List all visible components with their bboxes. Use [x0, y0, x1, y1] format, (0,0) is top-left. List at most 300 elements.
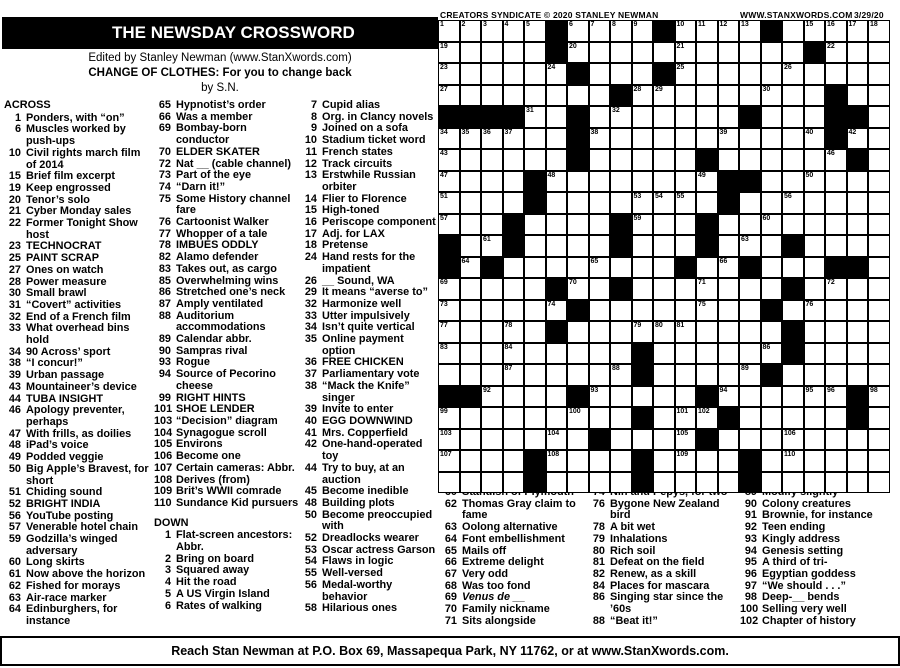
- grid-cell[interactable]: [739, 128, 761, 150]
- grid-cell[interactable]: [460, 450, 482, 472]
- grid-cell[interactable]: [524, 257, 546, 279]
- grid-cell[interactable]: [696, 20, 718, 42]
- grid-cell[interactable]: [610, 20, 632, 42]
- grid-cell[interactable]: [460, 321, 482, 343]
- grid-cell[interactable]: [481, 171, 503, 193]
- grid-cell[interactable]: [718, 149, 740, 171]
- grid-cell[interactable]: [632, 386, 654, 408]
- grid-cell[interactable]: [546, 450, 568, 472]
- grid-cell[interactable]: [696, 192, 718, 214]
- grid-cell[interactable]: [825, 343, 847, 365]
- grid-cell[interactable]: [847, 472, 869, 494]
- grid-cell[interactable]: [546, 472, 568, 494]
- grid-cell[interactable]: [653, 278, 675, 300]
- grid-cell[interactable]: [675, 343, 697, 365]
- grid-cell[interactable]: [438, 278, 460, 300]
- grid-cell[interactable]: [675, 321, 697, 343]
- grid-cell[interactable]: [804, 214, 826, 236]
- grid-cell[interactable]: [825, 386, 847, 408]
- grid-cell[interactable]: [503, 321, 525, 343]
- grid-cell[interactable]: [696, 128, 718, 150]
- grid-cell[interactable]: [718, 63, 740, 85]
- grid-cell[interactable]: [567, 85, 589, 107]
- clue-item[interactable]: [300, 229, 438, 241]
- grid-cell[interactable]: [524, 429, 546, 451]
- clue-item[interactable]: [300, 439, 438, 462]
- grid-cell[interactable]: [761, 257, 783, 279]
- grid-cell[interactable]: [739, 192, 761, 214]
- grid-cell[interactable]: [739, 429, 761, 451]
- grid-cell[interactable]: [546, 63, 568, 85]
- grid-cell[interactable]: [782, 42, 804, 64]
- grid-cell[interactable]: [546, 128, 568, 150]
- grid-cell[interactable]: [868, 214, 890, 236]
- grid-cell[interactable]: [761, 278, 783, 300]
- clue-item[interactable]: [4, 323, 150, 346]
- grid-cell[interactable]: [653, 364, 675, 386]
- grid-cell[interactable]: [718, 364, 740, 386]
- grid-cell[interactable]: [610, 128, 632, 150]
- grid-cell[interactable]: [567, 321, 589, 343]
- grid-cell[interactable]: [696, 472, 718, 494]
- grid-cell[interactable]: [524, 278, 546, 300]
- clue-item[interactable]: [300, 416, 438, 428]
- grid-cell[interactable]: [825, 450, 847, 472]
- grid-cell[interactable]: [524, 63, 546, 85]
- grid-cell[interactable]: [524, 128, 546, 150]
- grid-cell[interactable]: [481, 214, 503, 236]
- grid-cell[interactable]: [589, 171, 611, 193]
- grid-cell[interactable]: [761, 429, 783, 451]
- clue-item[interactable]: [154, 334, 300, 346]
- clue-item[interactable]: [440, 569, 588, 581]
- grid-cell[interactable]: [503, 171, 525, 193]
- grid-cell[interactable]: [739, 321, 761, 343]
- grid-cell[interactable]: [610, 407, 632, 429]
- grid-cell[interactable]: [438, 407, 460, 429]
- grid-cell[interactable]: [632, 171, 654, 193]
- grid-cell[interactable]: [675, 42, 697, 64]
- grid-cell[interactable]: [481, 192, 503, 214]
- grid-cell[interactable]: [653, 235, 675, 257]
- clue-item[interactable]: [4, 581, 150, 593]
- grid-cell[interactable]: [546, 300, 568, 322]
- grid-cell[interactable]: [825, 171, 847, 193]
- grid-cell[interactable]: [653, 171, 675, 193]
- grid-cell[interactable]: [739, 42, 761, 64]
- grid-cell[interactable]: [868, 278, 890, 300]
- grid-cell[interactable]: [718, 321, 740, 343]
- grid-cell[interactable]: [589, 472, 611, 494]
- grid-cell[interactable]: [868, 472, 890, 494]
- grid-cell[interactable]: [847, 429, 869, 451]
- grid-cell[interactable]: [847, 364, 869, 386]
- grid-cell[interactable]: [868, 321, 890, 343]
- grid-cell[interactable]: [804, 235, 826, 257]
- grid-cell[interactable]: [718, 106, 740, 128]
- grid-cell[interactable]: [675, 450, 697, 472]
- grid-cell[interactable]: [460, 192, 482, 214]
- clue-item[interactable]: [588, 569, 738, 581]
- grid-cell[interactable]: [589, 364, 611, 386]
- grid-cell[interactable]: [546, 171, 568, 193]
- grid-cell[interactable]: [524, 300, 546, 322]
- grid-cell[interactable]: [825, 192, 847, 214]
- grid-cell[interactable]: [524, 235, 546, 257]
- grid-cell[interactable]: [503, 128, 525, 150]
- grid-cell[interactable]: [546, 364, 568, 386]
- grid-cell[interactable]: [589, 343, 611, 365]
- grid-cell[interactable]: [653, 149, 675, 171]
- clue-item[interactable]: [440, 604, 588, 616]
- clue-item[interactable]: [300, 100, 438, 112]
- grid-cell[interactable]: [804, 20, 826, 42]
- grid-cell[interactable]: [567, 235, 589, 257]
- grid-cell[interactable]: [675, 171, 697, 193]
- grid-cell[interactable]: [718, 450, 740, 472]
- grid-cell[interactable]: [632, 235, 654, 257]
- grid-cell[interactable]: [868, 235, 890, 257]
- grid-cell[interactable]: [804, 278, 826, 300]
- grid-cell[interactable]: [804, 106, 826, 128]
- clue-item[interactable]: [154, 217, 300, 229]
- grid-cell[interactable]: [460, 407, 482, 429]
- grid-cell[interactable]: [524, 407, 546, 429]
- grid-cell[interactable]: [804, 192, 826, 214]
- clue-item[interactable]: [154, 589, 300, 601]
- grid-cell[interactable]: [675, 192, 697, 214]
- grid-cell[interactable]: [589, 42, 611, 64]
- grid-cell[interactable]: [632, 192, 654, 214]
- grid-cell[interactable]: [460, 278, 482, 300]
- clue-item[interactable]: [154, 299, 300, 311]
- grid-cell[interactable]: [503, 386, 525, 408]
- grid-cell[interactable]: [739, 364, 761, 386]
- grid-cell[interactable]: [632, 63, 654, 85]
- grid-cell[interactable]: [847, 192, 869, 214]
- grid-cell[interactable]: [675, 386, 697, 408]
- grid-cell[interactable]: [825, 63, 847, 85]
- grid-cell[interactable]: [718, 429, 740, 451]
- grid-cell[interactable]: [481, 149, 503, 171]
- grid-cell[interactable]: [567, 407, 589, 429]
- grid-cell[interactable]: [503, 42, 525, 64]
- grid-cell[interactable]: [675, 63, 697, 85]
- grid-cell[interactable]: [868, 85, 890, 107]
- grid-cell[interactable]: [782, 149, 804, 171]
- grid-cell[interactable]: [761, 321, 783, 343]
- clue-item[interactable]: [440, 616, 588, 628]
- grid-cell[interactable]: [868, 364, 890, 386]
- clue-item[interactable]: [300, 299, 438, 311]
- grid-cell[interactable]: [481, 300, 503, 322]
- grid-cell[interactable]: [804, 450, 826, 472]
- clue-item[interactable]: [154, 369, 300, 392]
- grid-cell[interactable]: [438, 214, 460, 236]
- grid-cell[interactable]: [438, 321, 460, 343]
- grid-cell[interactable]: [782, 300, 804, 322]
- grid-cell[interactable]: [610, 257, 632, 279]
- grid-cell[interactable]: [589, 214, 611, 236]
- grid-cell[interactable]: [739, 278, 761, 300]
- grid-cell[interactable]: [847, 128, 869, 150]
- grid-cell[interactable]: [438, 472, 460, 494]
- grid-cell[interactable]: [825, 472, 847, 494]
- grid-cell[interactable]: [503, 20, 525, 42]
- grid-cell[interactable]: [546, 106, 568, 128]
- grid-cell[interactable]: [438, 20, 460, 42]
- grid-cell[interactable]: [825, 429, 847, 451]
- grid-cell[interactable]: [675, 278, 697, 300]
- grid-cell[interactable]: [610, 429, 632, 451]
- clue-item[interactable]: [588, 499, 738, 522]
- grid-cell[interactable]: [847, 85, 869, 107]
- grid-cell[interactable]: [696, 343, 718, 365]
- clue-item[interactable]: [300, 580, 438, 603]
- grid-cell[interactable]: [653, 321, 675, 343]
- clue-item[interactable]: [300, 510, 438, 533]
- grid-cell[interactable]: [868, 300, 890, 322]
- grid-cell[interactable]: [546, 235, 568, 257]
- grid-cell[interactable]: [567, 257, 589, 279]
- grid-cell[interactable]: [782, 192, 804, 214]
- grid-cell[interactable]: [438, 149, 460, 171]
- grid-cell[interactable]: [438, 171, 460, 193]
- grid-cell[interactable]: [460, 63, 482, 85]
- grid-cell[interactable]: [589, 192, 611, 214]
- grid-cell[interactable]: [868, 386, 890, 408]
- grid-cell[interactable]: [761, 128, 783, 150]
- clue-item[interactable]: [154, 264, 300, 276]
- clue-item[interactable]: [740, 534, 900, 546]
- grid-cell[interactable]: [460, 85, 482, 107]
- clue-item[interactable]: [300, 463, 438, 486]
- clue-item[interactable]: [154, 194, 300, 217]
- grid-cell[interactable]: [438, 450, 460, 472]
- grid-cell[interactable]: [524, 364, 546, 386]
- grid-cell[interactable]: [782, 106, 804, 128]
- grid-cell[interactable]: [761, 171, 783, 193]
- grid-cell[interactable]: [761, 106, 783, 128]
- clue-item[interactable]: [440, 534, 588, 546]
- grid-cell[interactable]: [868, 450, 890, 472]
- grid-cell[interactable]: [782, 429, 804, 451]
- grid-cell[interactable]: [610, 149, 632, 171]
- grid-cell[interactable]: [481, 429, 503, 451]
- grid-cell[interactable]: [653, 214, 675, 236]
- grid-cell[interactable]: [524, 321, 546, 343]
- grid-cell[interactable]: [460, 472, 482, 494]
- grid-cell[interactable]: [782, 407, 804, 429]
- grid-cell[interactable]: [653, 429, 675, 451]
- grid-cell[interactable]: [632, 20, 654, 42]
- grid-cell[interactable]: [739, 407, 761, 429]
- grid-cell[interactable]: [460, 257, 482, 279]
- grid-cell[interactable]: [782, 63, 804, 85]
- grid-cell[interactable]: [481, 85, 503, 107]
- grid-cell[interactable]: [718, 278, 740, 300]
- grid-cell[interactable]: [589, 300, 611, 322]
- grid-cell[interactable]: [503, 257, 525, 279]
- grid-cell[interactable]: [675, 472, 697, 494]
- grid-cell[interactable]: [782, 20, 804, 42]
- grid-cell[interactable]: [804, 63, 826, 85]
- clue-item[interactable]: [300, 252, 438, 275]
- grid-cell[interactable]: [503, 450, 525, 472]
- grid-cell[interactable]: [847, 321, 869, 343]
- grid-cell[interactable]: [524, 20, 546, 42]
- clue-item[interactable]: [4, 405, 150, 428]
- grid-cell[interactable]: [438, 85, 460, 107]
- grid-cell[interactable]: [718, 235, 740, 257]
- grid-cell[interactable]: [718, 386, 740, 408]
- grid-cell[interactable]: [696, 300, 718, 322]
- grid-cell[interactable]: [696, 257, 718, 279]
- grid-cell[interactable]: [524, 42, 546, 64]
- grid-cell[interactable]: [610, 386, 632, 408]
- grid-cell[interactable]: [632, 128, 654, 150]
- clue-item[interactable]: [300, 334, 438, 357]
- grid-cell[interactable]: [546, 257, 568, 279]
- grid-cell[interactable]: [696, 364, 718, 386]
- grid-cell[interactable]: [868, 192, 890, 214]
- grid-cell[interactable]: [696, 407, 718, 429]
- grid-cell[interactable]: [481, 343, 503, 365]
- clue-item[interactable]: [4, 382, 150, 394]
- grid-cell[interactable]: [782, 450, 804, 472]
- grid-cell[interactable]: [589, 63, 611, 85]
- grid-cell[interactable]: [567, 171, 589, 193]
- grid-cell[interactable]: [524, 343, 546, 365]
- grid-cell[interactable]: [481, 42, 503, 64]
- grid-cell[interactable]: [675, 300, 697, 322]
- grid-cell[interactable]: [546, 343, 568, 365]
- grid-cell[interactable]: [653, 257, 675, 279]
- grid-cell[interactable]: [567, 20, 589, 42]
- grid-cell[interactable]: [438, 63, 460, 85]
- grid-cell[interactable]: [653, 42, 675, 64]
- grid-cell[interactable]: [804, 472, 826, 494]
- grid-cell[interactable]: [696, 85, 718, 107]
- grid-cell[interactable]: [589, 235, 611, 257]
- grid-cell[interactable]: [653, 106, 675, 128]
- grid-cell[interactable]: [460, 214, 482, 236]
- grid-cell[interactable]: [868, 63, 890, 85]
- grid-cell[interactable]: [567, 450, 589, 472]
- grid-cell[interactable]: [438, 42, 460, 64]
- grid-cell[interactable]: [460, 343, 482, 365]
- grid-cell[interactable]: [782, 171, 804, 193]
- grid-cell[interactable]: [503, 85, 525, 107]
- grid-cell[interactable]: [460, 300, 482, 322]
- grid-cell[interactable]: [460, 42, 482, 64]
- grid-cell[interactable]: [610, 192, 632, 214]
- clue-item[interactable]: [300, 533, 438, 545]
- clue-item[interactable]: [740, 616, 900, 628]
- grid-cell[interactable]: [868, 20, 890, 42]
- grid-cell[interactable]: [632, 300, 654, 322]
- grid-cell[interactable]: [696, 278, 718, 300]
- grid-cell[interactable]: [718, 472, 740, 494]
- grid-cell[interactable]: [503, 192, 525, 214]
- grid-cell[interactable]: [782, 128, 804, 150]
- clue-item[interactable]: [4, 604, 150, 627]
- grid-cell[interactable]: [610, 42, 632, 64]
- grid-cell[interactable]: [589, 407, 611, 429]
- grid-cell[interactable]: [653, 407, 675, 429]
- grid-cell[interactable]: [675, 429, 697, 451]
- grid-cell[interactable]: [718, 214, 740, 236]
- clue-item[interactable]: [4, 218, 150, 241]
- grid-cell[interactable]: [610, 364, 632, 386]
- grid-cell[interactable]: [761, 386, 783, 408]
- clue-item[interactable]: [4, 183, 150, 195]
- clue-item[interactable]: [440, 499, 588, 522]
- grid-cell[interactable]: [610, 321, 632, 343]
- grid-cell[interactable]: [567, 429, 589, 451]
- grid-cell[interactable]: [567, 214, 589, 236]
- grid-cell[interactable]: [632, 257, 654, 279]
- grid-cell[interactable]: [546, 407, 568, 429]
- grid-cell[interactable]: [503, 343, 525, 365]
- grid-cell[interactable]: [632, 278, 654, 300]
- grid-cell[interactable]: [438, 300, 460, 322]
- grid-cell[interactable]: [524, 386, 546, 408]
- clue-item[interactable]: [154, 147, 300, 159]
- grid-cell[interactable]: [761, 85, 783, 107]
- grid-cell[interactable]: [825, 407, 847, 429]
- grid-cell[interactable]: [481, 321, 503, 343]
- grid-cell[interactable]: [804, 386, 826, 408]
- grid-cell[interactable]: [524, 214, 546, 236]
- grid-cell[interactable]: [460, 235, 482, 257]
- grid-cell[interactable]: [847, 214, 869, 236]
- grid-cell[interactable]: [438, 364, 460, 386]
- grid-cell[interactable]: [438, 128, 460, 150]
- clue-item[interactable]: [4, 534, 150, 557]
- clue-item[interactable]: [4, 464, 150, 487]
- grid-cell[interactable]: [567, 364, 589, 386]
- clue-item[interactable]: [154, 416, 300, 428]
- grid-cell[interactable]: [653, 192, 675, 214]
- grid-cell[interactable]: [761, 214, 783, 236]
- grid-cell[interactable]: [653, 472, 675, 494]
- grid-cell[interactable]: [804, 407, 826, 429]
- grid-cell[interactable]: [546, 192, 568, 214]
- grid-cell[interactable]: [761, 149, 783, 171]
- grid-cell[interactable]: [503, 63, 525, 85]
- grid-cell[interactable]: [868, 407, 890, 429]
- clue-item[interactable]: [300, 498, 438, 510]
- clue-item[interactable]: [154, 123, 300, 146]
- grid-cell[interactable]: [460, 128, 482, 150]
- grid-cell[interactable]: [868, 106, 890, 128]
- grid-cell[interactable]: [868, 257, 890, 279]
- grid-cell[interactable]: [675, 20, 697, 42]
- grid-cell[interactable]: [632, 214, 654, 236]
- clue-item[interactable]: [4, 300, 150, 312]
- grid-cell[interactable]: [610, 472, 632, 494]
- clue-item[interactable]: [300, 381, 438, 404]
- grid-cell[interactable]: [825, 42, 847, 64]
- grid-cell[interactable]: [761, 450, 783, 472]
- grid-cell[interactable]: [675, 149, 697, 171]
- grid-cell[interactable]: [503, 472, 525, 494]
- grid-cell[interactable]: [546, 149, 568, 171]
- grid-cell[interactable]: [589, 128, 611, 150]
- grid-cell[interactable]: [653, 450, 675, 472]
- grid-cell[interactable]: [825, 149, 847, 171]
